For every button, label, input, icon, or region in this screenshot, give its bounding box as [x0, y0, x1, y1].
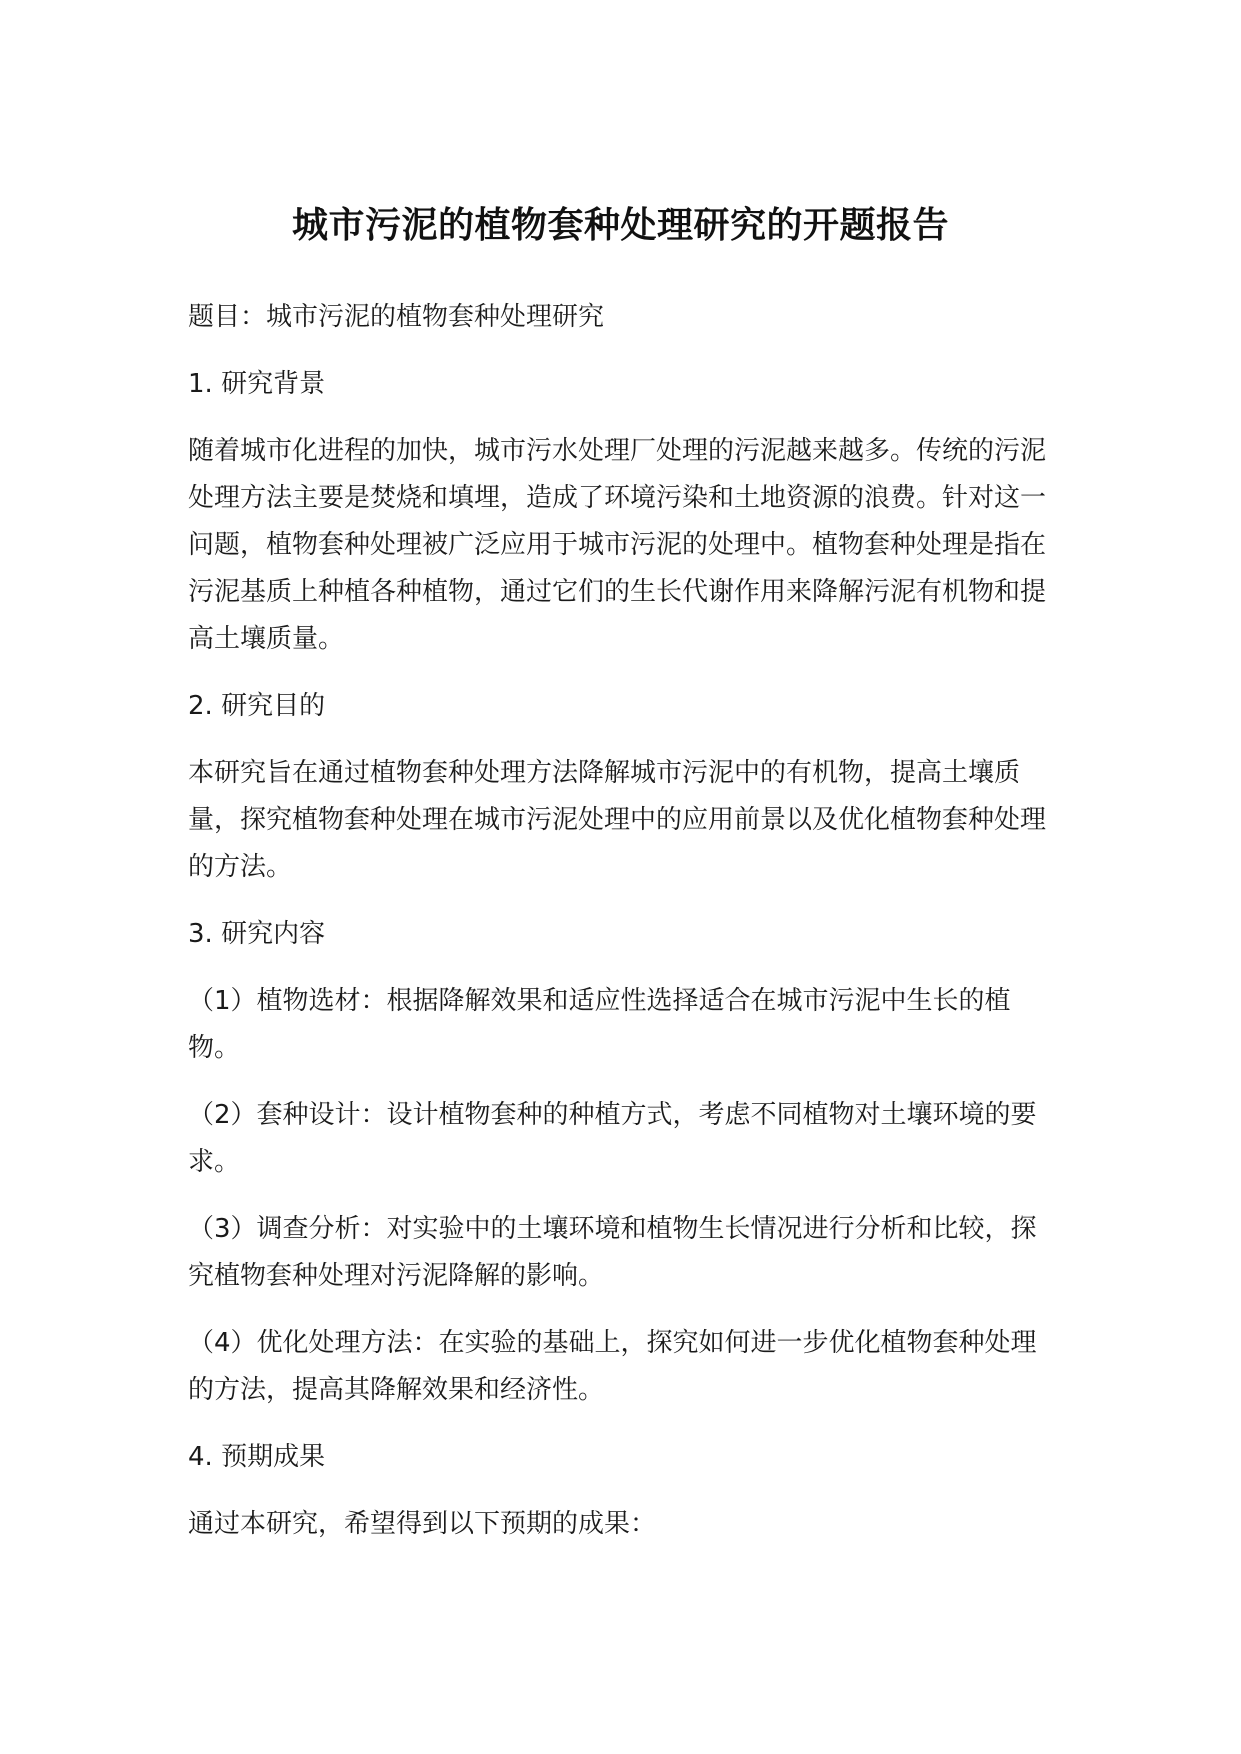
document-title: 城市污泥的植物套种处理研究的开题报告	[291, 205, 949, 247]
expected-results-intro: 通过本研究，希望得到以下预期的成果：	[188, 1509, 657, 1539]
section-heading-content: 3. 研究内容	[188, 919, 326, 949]
section-heading-purpose: 2. 研究目的	[188, 691, 326, 721]
content-item-1: （1）植物选材：根据降解效果和适应性选择适合在城市污泥中生长的植物。	[188, 986, 1011, 1063]
document-body	[188, 294, 1053, 1568]
background-paragraph: 随着城市化进程的加快，城市污水处理厂处理的污泥越来越多。传统的污泥处理方法主要是焚烧和填埋，造成了环境污染和土地资源的浪费。针对这一问题，植物套种处理被广泛应用于城市污泥的处理中。植物套种处理是指在污泥基质上种植各种植物，通过它们的生长代谢作用来降解污泥有机物和提高土壤质量。	[188, 436, 1047, 654]
content-item-4: （4）优化处理方法：在实验的基础上，探究如何进一步优化植物套种处理的方法，提高其降解效果和经济性。	[188, 1328, 1037, 1405]
section-heading-expected-results: 4. 预期成果	[188, 1442, 326, 1472]
section-heading-background: 1. 研究背景	[188, 369, 326, 399]
content-item-3: （3）调查分析：对实验中的土壤环境和植物生长情况进行分析和比较，探究植物套种处理对污泥降解的影响。	[188, 1214, 1037, 1291]
purpose-paragraph: 本研究旨在通过植物套种处理方法降解城市污泥中的有机物，提高土壤质量，探究植物套种处理在城市污泥处理中的应用前景以及优化植物套种处理的方法。	[188, 758, 1047, 882]
content-item-2: （2）套种设计：设计植物套种的种植方式，考虑不同植物对土壤环境的要求。	[188, 1100, 1037, 1177]
topic-line: 题目：城市污泥的植物套种处理研究	[188, 302, 605, 332]
